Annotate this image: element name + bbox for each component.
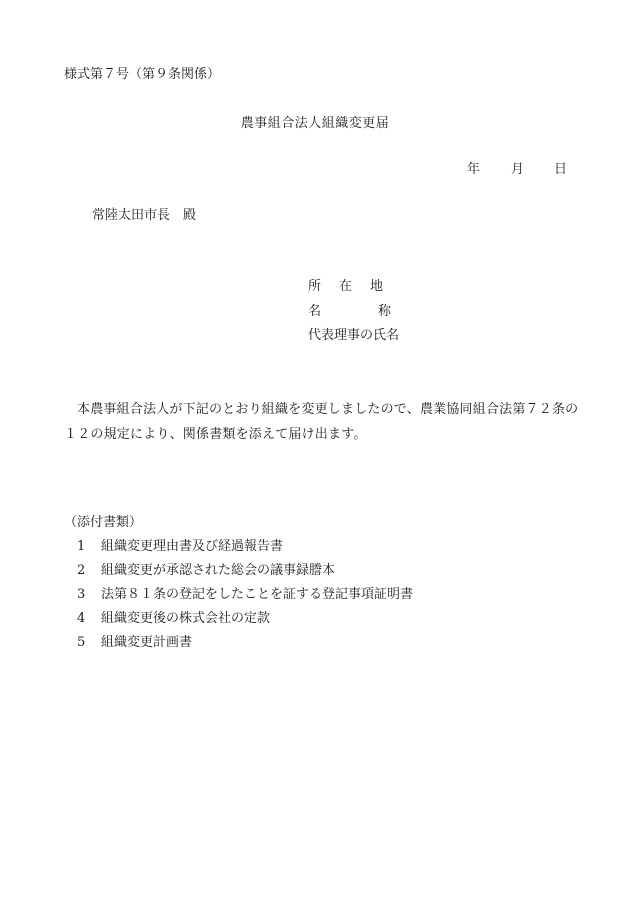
applicant-representative-label: 代表理事の氏名 [308, 328, 400, 343]
attachment-text: 組織変更計画書 [101, 635, 193, 650]
attachment-text: 組織変更が承認された総会の議事録謄本 [101, 563, 336, 578]
attachment-text: 組織変更理由書及び経過報告書 [101, 539, 284, 554]
attachment-item [77, 588, 413, 601]
addressee [92, 209, 196, 222]
date-month-label: 月 [511, 162, 525, 177]
body-paragraph: 本農事組合法人が下記のとおり組織を変更しましたので、農業協同組合法第７２条の１２の規定により、関係書類を添えて届け出ます。 [64, 402, 579, 442]
date-year-label: 年 [467, 162, 481, 177]
attachment-item [77, 564, 335, 577]
attachment-number: 5 [77, 635, 86, 650]
addressee-honorific: 殿 [183, 208, 197, 223]
addressee-name: 常陸太田市長 [92, 208, 171, 223]
applicant-address-label: 所在地 [308, 279, 402, 294]
date-day-label: 日 [554, 162, 568, 177]
attachment-text: 法第８１条の登記をしたことを証する登記事項証明書 [101, 587, 414, 602]
attachment-item [77, 636, 192, 649]
document-title: 農事組合法人組織変更届 [240, 116, 390, 131]
form-number: 様式第７号（第９条関係） [64, 67, 221, 82]
attachment-number: 4 [77, 611, 86, 626]
attachment-text: 組織変更後の株式会社の定款 [101, 611, 271, 626]
attachment-item [77, 612, 270, 625]
attachment-number: 1 [77, 539, 86, 554]
attachment-number: 2 [77, 563, 86, 578]
attachment-number: 3 [77, 587, 86, 602]
attachment-item [77, 540, 283, 553]
applicant-name-label: 名称 [308, 304, 449, 319]
attachments-heading: （添付書類） [64, 515, 143, 530]
